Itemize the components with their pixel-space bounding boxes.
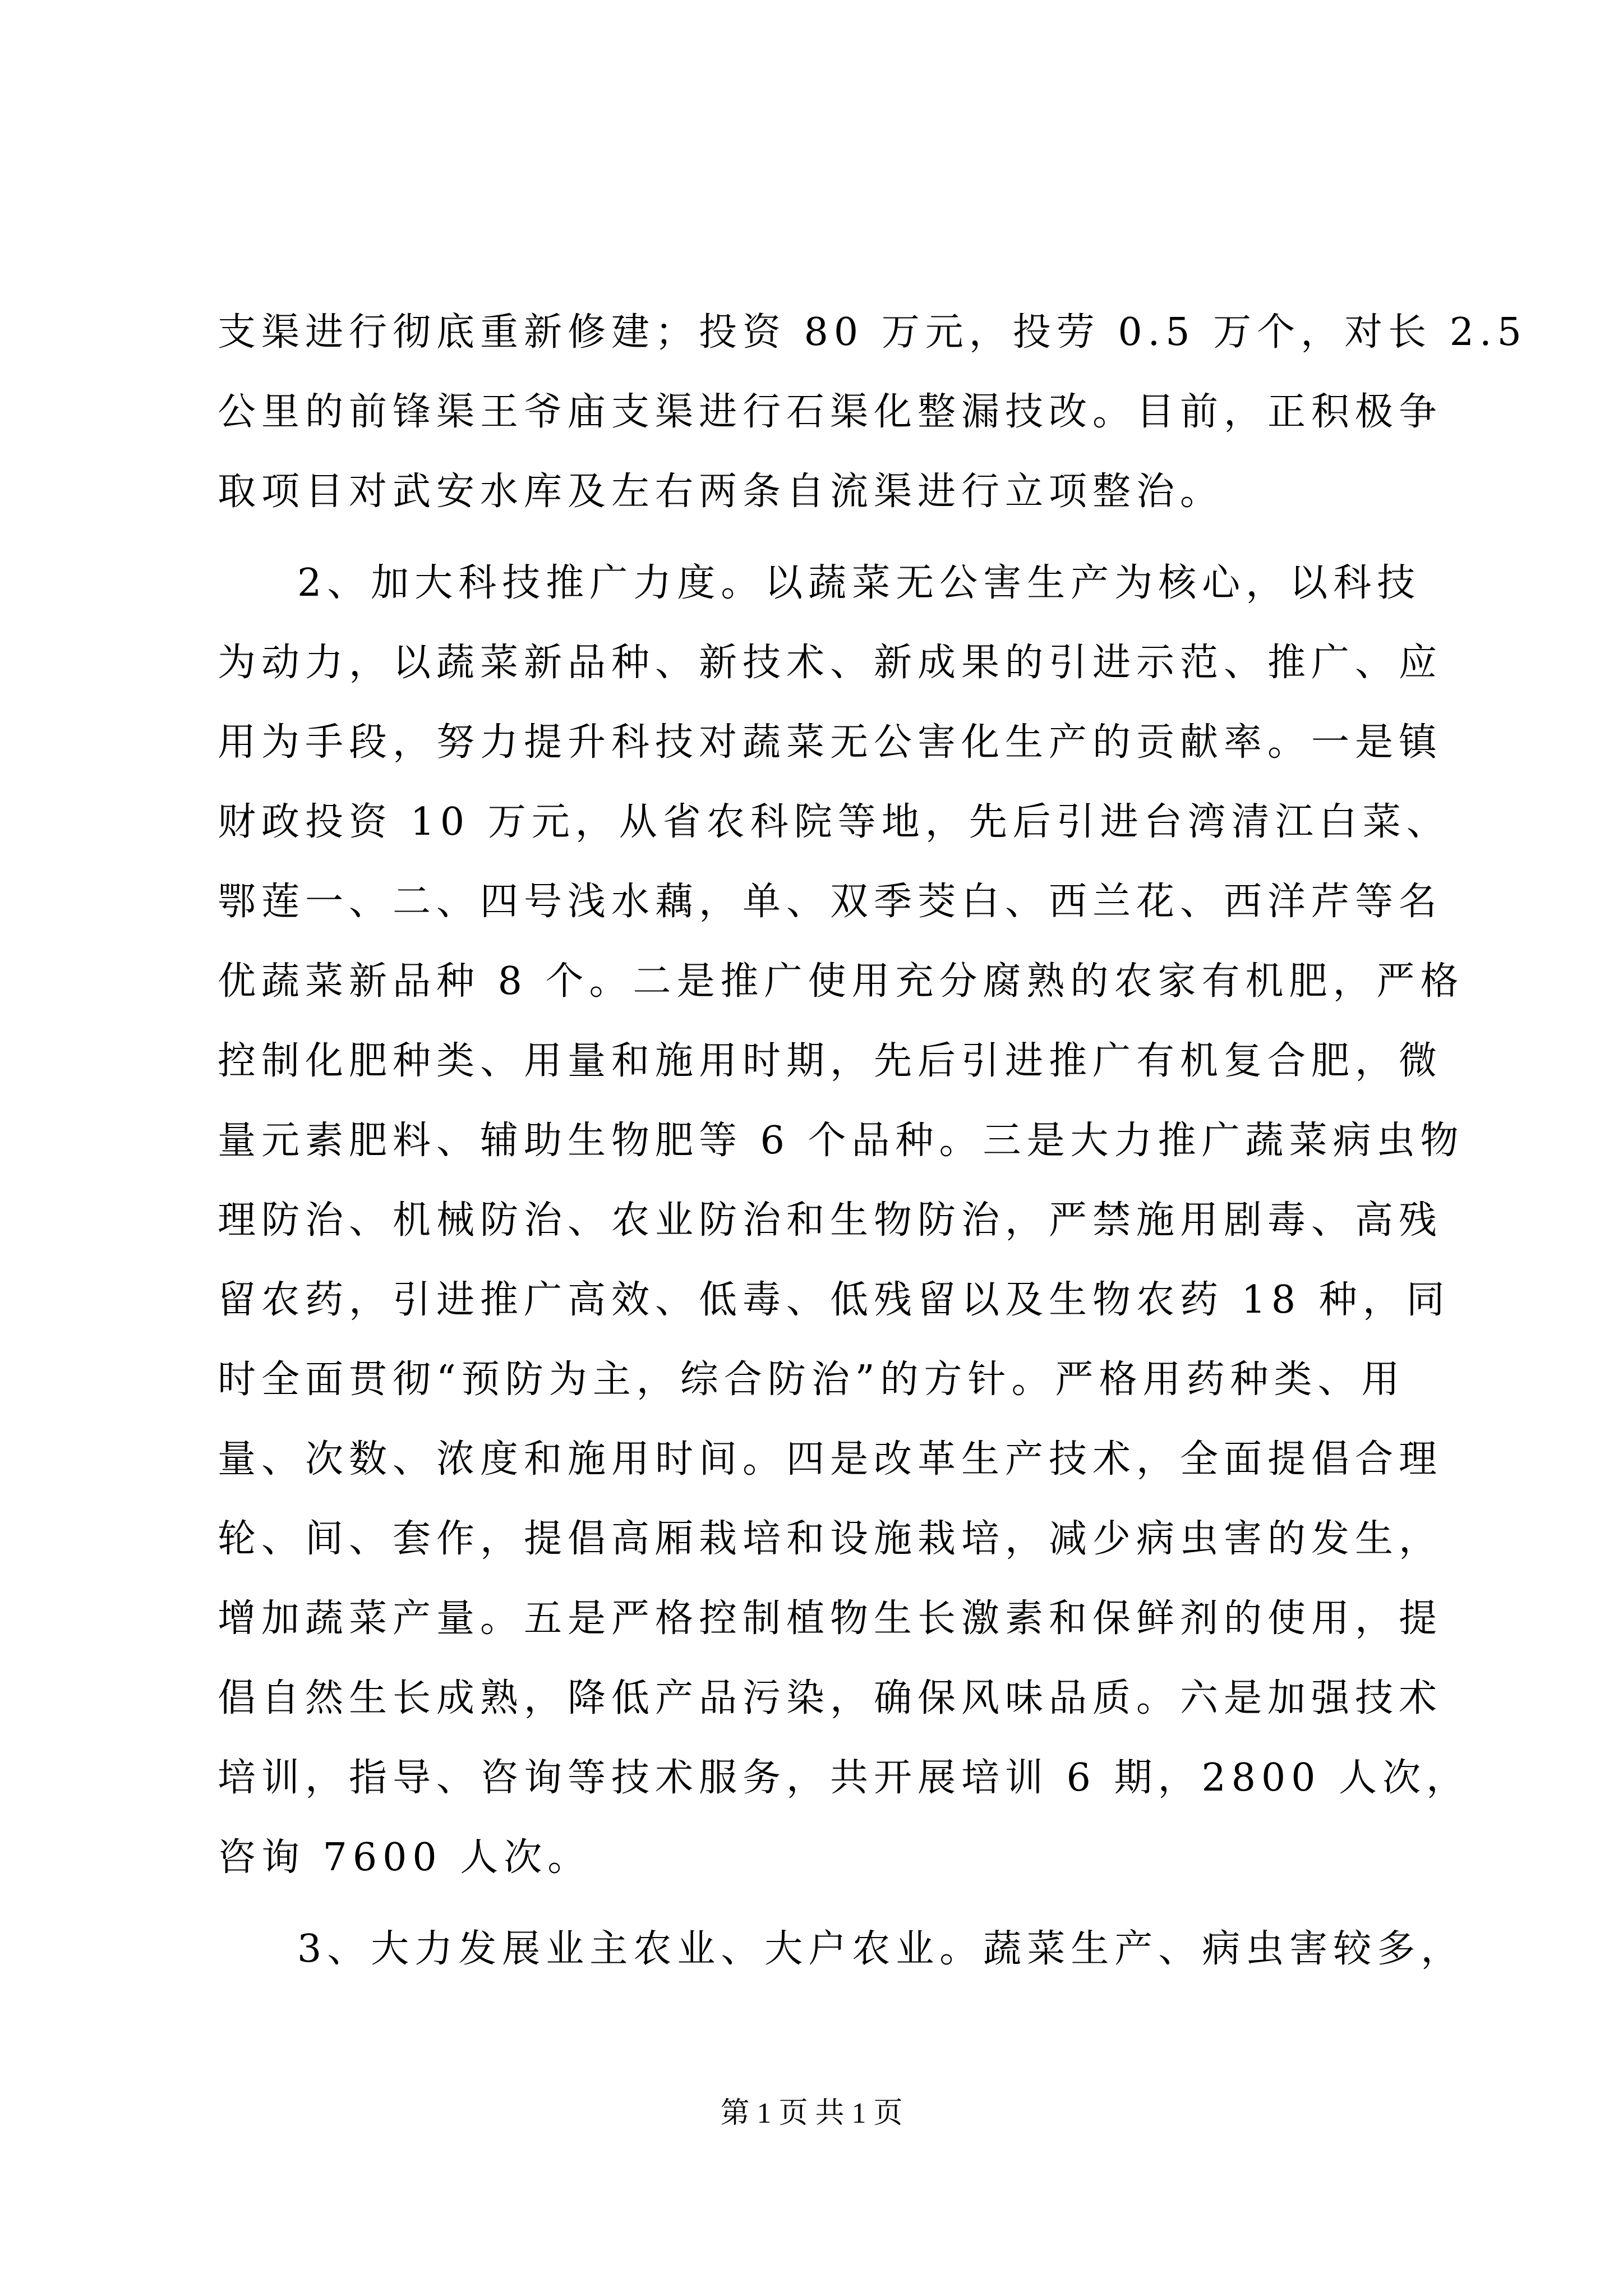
text-line: 鄂莲一、二、四号浅水藕，单、双季茭白、西兰花、西洋芹等名	[218, 880, 1443, 924]
text-line: 取项目对武安水库及左右两条自流渠进行立项整治。	[218, 470, 1224, 514]
text-line: 咨询 7600 人次。	[218, 1835, 592, 1880]
text-line: 财政投资 10 万元，从省农科院等地，先后引进台湾清江白菜、	[218, 800, 1450, 844]
text-line: 优蔬菜新品种 8 个。二是推广使用充分腐熟的农家有机肥，严格	[218, 959, 1464, 1004]
text-line: 为动力，以蔬菜新品种、新技术、新成果的引进示范、推广、应	[218, 641, 1443, 685]
text-line: 量、次数、浓度和施用时间。四是改革生产技术，全面提倡合理	[218, 1437, 1443, 1481]
page-number-label: 第 1 页 共 1 页	[720, 2097, 903, 2129]
text-line: 控制化肥种类、用量和施用时期，先后引进推广有机复合肥，微	[218, 1039, 1443, 1083]
text-line: 轮、间、套作，提倡高厢栽培和设施栽培，减少病虫害的发生，	[218, 1517, 1443, 1561]
text-line: 培训，指导、咨询等技术服务，共开展培训 6 期，2800 人次，	[218, 1756, 1470, 1800]
text-line: 理防治、机械防治、农业防治和生物防治，严禁施用剧毒、高残	[218, 1198, 1443, 1243]
text-line: 倡自然生长成熟，降低产品污染，确保风味品质。六是加强技术	[218, 1676, 1443, 1720]
text-line: 时全面贯彻“预防为主，综合防治”的方针。严格用药种类、用	[218, 1358, 1405, 1402]
paragraph-start-line: 2、加大科技推广力度。以蔬菜无公害生产为核心，以科技	[297, 561, 1421, 605]
text-line: 支渠进行彻底重新修建；投资 80 万元，投劳 0.5 万个，对长 2.5	[218, 310, 1527, 355]
paragraph-start-line: 3、大力发展业主农业、大户农业。蔬菜生产、病虫害较多，	[297, 1927, 1465, 1971]
text-line: 留农药，引进推广高效、低毒、低残留以及生物农药 18 种，同	[218, 1278, 1450, 1322]
text-line: 用为手段，努力提升科技对蔬菜无公害化生产的贡献率。一是镇	[218, 720, 1443, 765]
text-line: 公里的前锋渠王爷庙支渠进行石渠化整漏技改。目前，正积极争	[218, 390, 1443, 434]
text-line: 增加蔬菜产量。五是严格控制植物生长激素和保鲜剂的使用，提	[218, 1596, 1443, 1641]
text-line: 量元素肥料、辅助生物肥等 6 个品种。三是大力推广蔬菜病虫物	[218, 1119, 1464, 1163]
page-footer	[0, 2096, 1623, 2132]
